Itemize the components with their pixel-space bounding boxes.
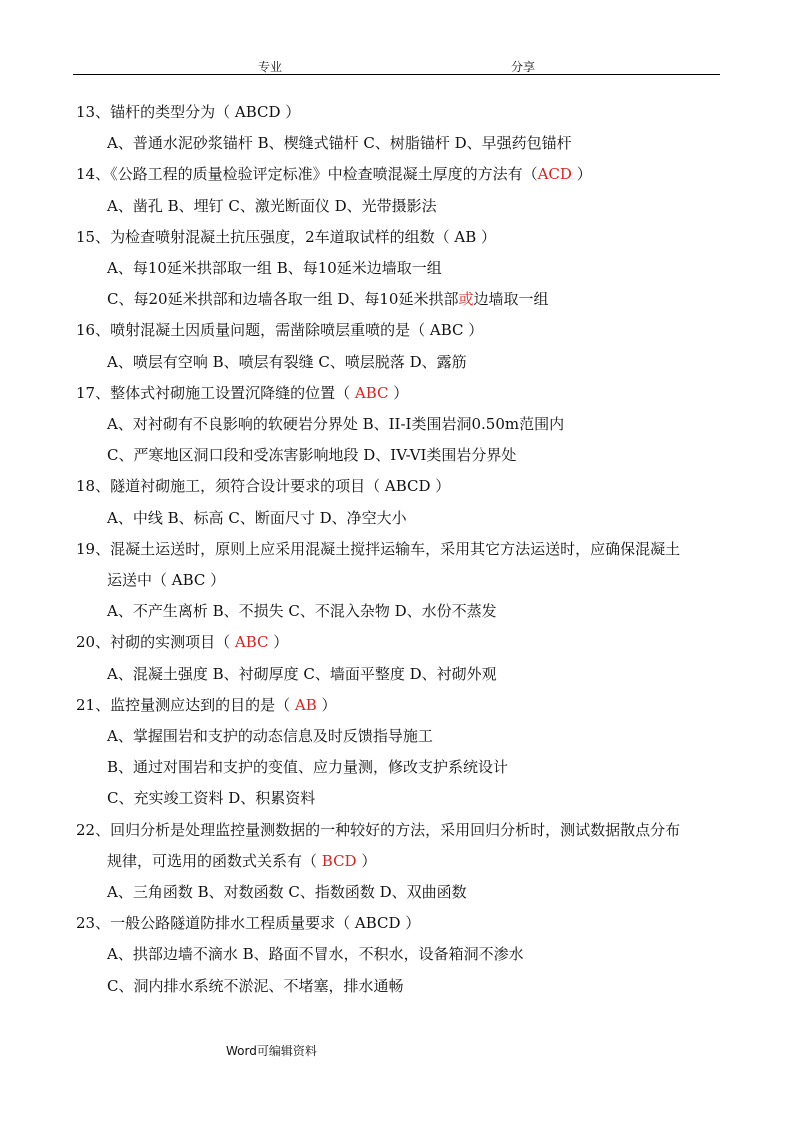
options-21c: C、充实竣工资料 D、积累资料: [107, 789, 316, 807]
answer-15: AB: [454, 228, 477, 246]
options-15b: C、每20延米拱部和边墙各取一组 D、每10延米拱部或边墙取一组: [107, 290, 549, 308]
options-20: A、混凝土强度 B、衬砌厚度 C、墙面平整度 D、衬砌外观: [107, 665, 497, 683]
answer-16: ABC: [429, 321, 464, 339]
question-22-cont: 规律，可选用的函数式关系有（ BCD ）: [107, 852, 377, 870]
question-14: 14、《公路工程的质量检验评定标准》中检查喷混凝土厚度的方法有（ACD ）: [76, 165, 592, 183]
answer-20: ABC: [234, 633, 269, 651]
options-17b: C、严寒地区洞口段和受冻害影响地段 D、IV-VI类围岩分界处: [107, 446, 517, 464]
question-15: 15、为检查喷射混凝土抗压强度，2车道取试样的组数（ AB ）: [76, 228, 497, 246]
options-13: A、普通水泥砂浆锚杆 B、楔缝式锚杆 C、树脂锚杆 D、早强药包锚杆: [107, 134, 572, 152]
header-right: 分享: [511, 60, 536, 74]
options-17a: A、对衬砌有不良影响的软硬岩分界处 B、II-I类围岩洞0.50m范围内: [107, 415, 565, 433]
answer-14: ACD: [537, 165, 572, 183]
question-19: 19、混凝土运送时，原则上应采用混凝土搅拌运输车，采用其它方法运送时，应确保混凝土: [76, 540, 681, 558]
options-21a: A、掌握围岩和支护的动态信息及时反馈指导施工: [107, 727, 433, 745]
question-21: 21、监控量测应达到的目的是（ AB ）: [76, 696, 337, 714]
answer-23: ABCD: [354, 914, 401, 932]
footer-label: Word可编辑资料: [226, 1044, 317, 1058]
answer-13: ABCD: [234, 103, 281, 121]
answer-19: ABC: [171, 571, 206, 589]
options-23b: C、洞内排水系统不淤泥、不堵塞，排水通畅: [107, 977, 404, 995]
question-16: 16、喷射混凝土因质量问题，需凿除喷层重喷的是（ ABC ）: [76, 321, 484, 339]
question-19-cont: 运送中（ ABC ）: [107, 571, 226, 589]
options-16: A、喷层有空响 B、喷层有裂缝 C、喷层脱落 D、露筋: [107, 353, 467, 371]
question-20: 20、衬砌的实测项目（ ABC ）: [76, 633, 289, 651]
options-19: A、不产生离析 B、不损失 C、不混入杂物 D、水份不蒸发: [107, 602, 497, 620]
answer-17: ABC: [354, 384, 389, 402]
answer-18: ABCD: [384, 477, 431, 495]
options-22: A、三角函数 B、对数函数 C、指数函数 D、双曲函数: [107, 883, 467, 901]
options-23a: A、拱部边墙不滴水 B、路面不冒水，不积水，设备箱洞不渗水: [107, 945, 524, 963]
question-23: 23、一般公路隧道防排水工程质量要求（ ABCD ）: [76, 914, 421, 932]
header-rule: [73, 74, 720, 75]
options-15a: A、每10延米拱部取一组 B、每10延米边墙取一组: [107, 259, 442, 277]
highlight-or: 或: [458, 290, 474, 308]
answer-21: AB: [294, 696, 317, 714]
options-18: A、中线 B、标高 C、断面尺寸 D、净空大小: [107, 509, 407, 527]
options-21b: B、通过对围岩和支护的变值、应力量测，修改支护系统设计: [107, 758, 509, 776]
options-14: A、凿孔 B、埋钉 C、激光断面仪 D、光带摄影法: [107, 197, 437, 215]
question-13: 13、锚杆的类型分为（ ABCD ）: [76, 103, 301, 121]
answer-22: BCD: [321, 852, 357, 870]
header-left: 专业: [258, 60, 283, 74]
question-22: 22、回归分析是处理监控量测数据的一种较好的方法，采用回归分析时，测试数据散点分布: [76, 821, 681, 839]
question-18: 18、隧道衬砌施工，须符合设计要求的项目（ ABCD ）: [76, 477, 451, 495]
question-17: 17、整体式衬砌施工设置沉降缝的位置（ ABC ）: [76, 384, 409, 402]
